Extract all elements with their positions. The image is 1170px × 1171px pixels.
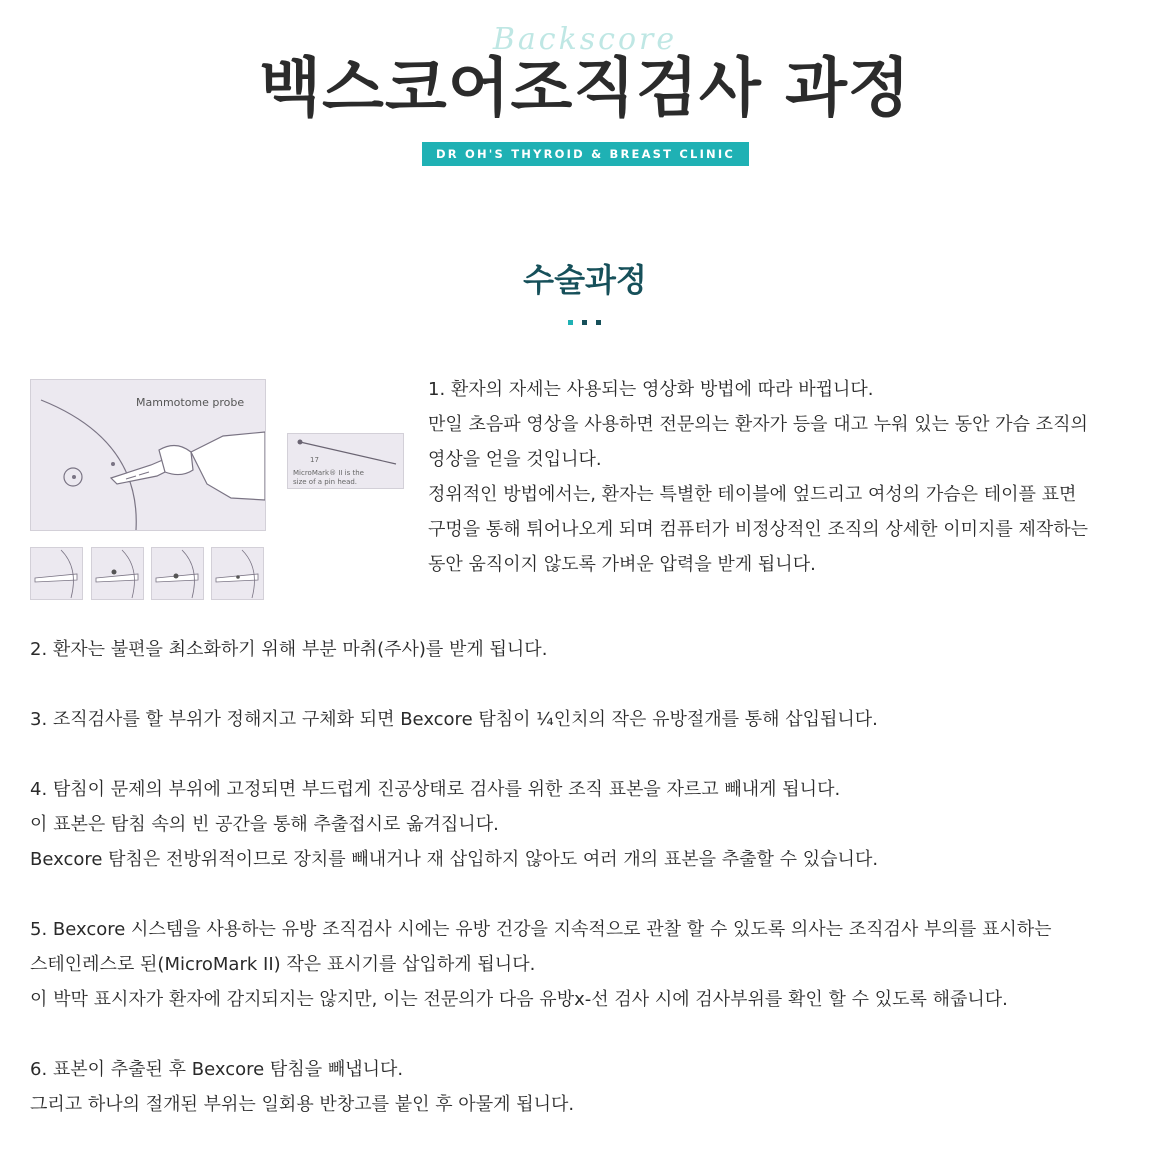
step-5-line: 5. Bexcore 시스템을 사용하는 유방 조직검사 시에는 유방 건강을 지속적으로 관찰 할 수 있도록 의사는 조직검사 부의를 표시하는 [30, 919, 1052, 940]
divider-dot [582, 320, 587, 325]
pin-drawing [288, 434, 403, 468]
backscore-script-logo: Backscore [492, 22, 678, 57]
step-6-line: 6. 표본이 추출된 후 Bexcore 탐침을 빼냅니다. [30, 1059, 404, 1080]
step-5-line: 스테인레스로 된(MicroMark II) 작은 표시기를 삽입하게 됩니다. [30, 954, 536, 975]
pin-caption [293, 469, 393, 487]
pin-caption-line: size of a pin head. [293, 478, 358, 486]
step-thumbnail [151, 547, 204, 600]
step-4-line: 4. 탐침이 문제의 부위에 고정되면 부드럽게 진공상태로 검사를 위한 조직 표본을 자르고 빼내게 됩니다. [30, 779, 841, 800]
step-thumbnail [91, 547, 144, 600]
section-title: 수술과정 [523, 261, 647, 299]
probe-label: Mammotome probe [136, 396, 245, 409]
step-4-line: 이 표본은 탐침 속의 빈 공간을 통해 추출접시로 옮겨집니다. [30, 814, 499, 835]
divider-dot [596, 320, 601, 325]
divider-dot [568, 320, 573, 325]
page-title: 백스코어조직검사 과정 [259, 52, 911, 126]
micromark-pin-illustration [287, 433, 404, 489]
text-line: 1. 환자의 자세는 사용되는 영상화 방법에 따라 바뀝니다. [428, 379, 874, 400]
section-divider-dots [568, 320, 604, 326]
step-thumbnail [211, 547, 264, 600]
text-line: 영상을 얻을 것입니다. [428, 449, 602, 470]
step-4-line: Bexcore 탐침은 전방위적이므로 장치를 빼내거나 재 삽입하지 않아도 여러 개의 표본을 추출할 수 있습니다. [30, 849, 879, 870]
step-3-line: 3. 조직검사를 할 부위가 정해지고 구체화 되면 Bexcore 탐침이 ¼인치의 작은 유방절개를 통해 삽입됩니다. [30, 709, 878, 730]
text-line: 만일 초음파 영상을 사용하면 전문의는 환자가 등을 대고 누워 있는 동안 가슴 조직의 [428, 414, 1088, 435]
page-header [0, 0, 1170, 200]
procedure-steps [30, 632, 1150, 1122]
pin-number: 17 [310, 456, 319, 464]
step-5-line: 이 박막 표시자가 환자에 감지되지는 않지만, 이는 전문의가 다음 유방x-선 검사 시에 검사부위를 확인 할 수 있도록 해줍니다. [30, 989, 1008, 1010]
step-thumbnail [30, 547, 83, 600]
step-1-description [428, 372, 1148, 582]
clinic-banner: DR OH'S THYROID & BREAST CLINIC [422, 142, 749, 166]
pin-caption-line: MicroMark® II is the [293, 469, 364, 477]
step-6-line: 그리고 하나의 절개된 부위는 일회용 반창고를 붙인 후 아물게 됩니다. [30, 1094, 575, 1115]
text-line: 구멍을 통해 튀어나오게 되며 컴퓨터가 비정상적인 조직의 상세한 이미지를 제작하는 [428, 519, 1089, 540]
text-line: 정위적인 방법에서는, 환자는 특별한 테이블에 엎드리고 여성의 가슴은 테이플 표면 [428, 484, 1077, 505]
text-line: 동안 움직이지 않도록 가벼운 압력을 받게 됩니다. [428, 554, 816, 575]
step-2-line: 2. 환자는 불편을 최소화하기 위해 부분 마취(주사)를 받게 됩니다. [30, 639, 548, 660]
mammotome-probe-illustration [30, 379, 266, 531]
